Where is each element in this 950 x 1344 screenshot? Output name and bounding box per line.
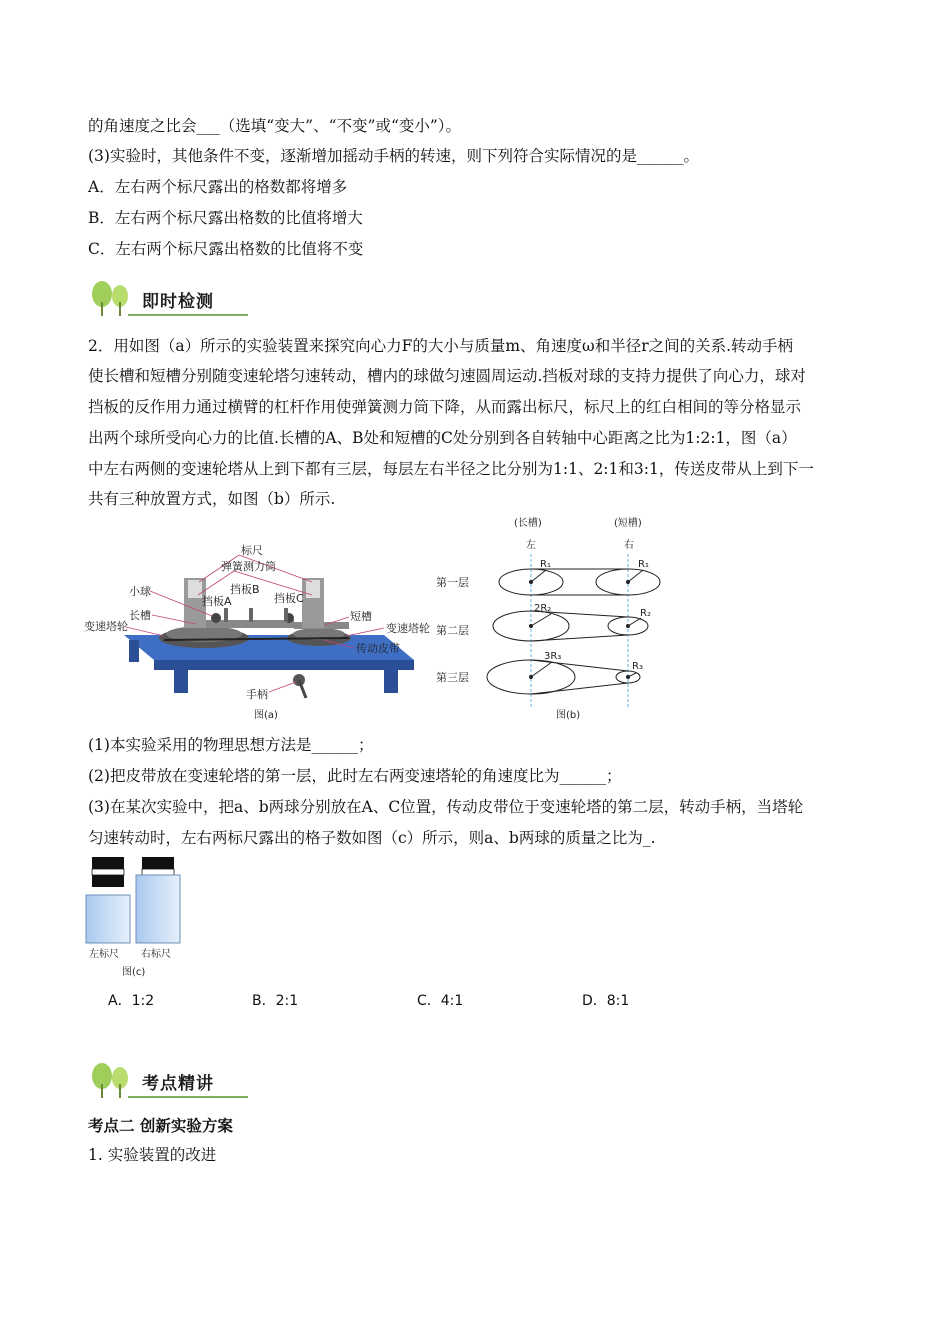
label-scale: 标尺 [241, 544, 263, 557]
label-spring-tube: 弹簧测力筒 [221, 560, 276, 573]
q2-sub-3-line-1: (3)在某次实验中，把a、b两球分别放在A、C位置，传动皮带位于变速轮塔的第二层，转动手柄，当塔轮 [88, 798, 804, 816]
label-layer-2: 第二层 [436, 624, 469, 637]
q2-text-line-4: 出两个球所受向心力的比值.长槽的A、B处和短槽的C处分别到各自转轴中心距离之比为1:2:1，图（a） [88, 429, 797, 447]
q2-sub-2: (2)把皮带放在变速轮塔的第一层，此时左右两变速塔轮的角速度比为______； [88, 767, 622, 785]
q2-option-c: C．4:1 [417, 993, 464, 1009]
label-layer-1: 第一层 [436, 576, 469, 589]
q2-option-a: A．1:2 [108, 993, 155, 1009]
tree-icon [88, 278, 138, 318]
q2-text-line-2: 使长槽和短槽分别随变速轮塔匀速转动，槽内的球做匀速圆周运动.挡板对球的支持力提供了向心力，球对 [88, 367, 806, 385]
q2-text-line-1: 2．用如图（a）所示的实验装置来探究向心力F的大小与质量m、角速度ω和半径r之间的关系.转动手柄 [88, 337, 794, 355]
q1-option-b: B．左右两个标尺露出格数的比值将增大 [88, 209, 363, 227]
label-r1-right: R₁ [638, 559, 649, 570]
label-r1-left: R₁ [540, 559, 551, 570]
caption-figure-c: 图(c) [122, 967, 146, 978]
label-2r2: 2R₂ [534, 603, 552, 614]
tree-icon [88, 1060, 138, 1100]
section-heading: 考点二 创新实验方案 [88, 1116, 233, 1135]
q2-sub-3-line-2: 匀速转动时，左右两标尺露出的格子数如图（c）所示，则a、b两球的质量之比为_. [88, 829, 656, 847]
label-right: 右 [624, 540, 634, 551]
q1-option-c: C．左右两个标尺露出格数的比值将不变 [88, 240, 364, 258]
label-left-scale: 左标尺 [89, 949, 119, 960]
section-banner-quick-test [88, 278, 248, 318]
banner-title: 考点精讲 [142, 1074, 214, 1094]
label-handle: 手柄 [246, 688, 268, 701]
banner-underline [128, 1096, 248, 1098]
q2-option-d: D．8:1 [582, 993, 630, 1009]
q1-text-line-1: 的角速度之比会___（选填“变大”、“不变”或“变小”）。 [88, 117, 462, 135]
label-layer-3: 第三层 [436, 671, 469, 684]
section-item-1: 1. 实验装置的改进 [88, 1146, 217, 1164]
label-baffle-a: 挡板A [202, 595, 232, 608]
label-3r3: 3R₃ [544, 651, 562, 662]
label-baffle-c: 挡板C [274, 592, 304, 605]
label-baffle-b: 挡板B [230, 583, 260, 596]
label-r3: R₃ [632, 661, 643, 672]
label-right-scale: 右标尺 [141, 949, 171, 960]
q2-text-line-5: 中左右两侧的变速轮塔从上到下都有三层，每层左右半径之比分别为1:1、2:1和3:1，传送皮带从上到下一 [88, 460, 814, 478]
left-scale-tube [86, 895, 130, 943]
q1-option-a: A．左右两个标尺露出的格数都将增多 [88, 178, 348, 196]
label-short-slot-top: (短槽) [614, 518, 642, 529]
banner-underline [128, 314, 248, 316]
caption-figure-b: 图(b) [556, 710, 581, 721]
label-ball: 小球 [129, 585, 151, 598]
label-belt: 传动皮带 [356, 642, 400, 655]
q2-sub-1: (1)本实验采用的物理思想方法是______； [88, 736, 374, 754]
figure-b-belt-layers [436, 512, 676, 722]
label-tower-wheel-right: 变速塔轮 [386, 622, 430, 635]
caption-figure-a: 图(a) [254, 710, 278, 721]
label-tower-wheel-left: 变速塔轮 [84, 620, 128, 633]
q2-option-b: B．2:1 [252, 993, 299, 1009]
q2-text-line-3: 挡板的反作用力通过横臂的杠杆作用使弹簧测力筒下降，从而露出标尺，标尺上的红白相间的等分格显示 [88, 398, 802, 416]
section-banner-key-points [88, 1060, 248, 1100]
label-long-slot: 长槽 [129, 609, 151, 622]
label-left: 左 [526, 540, 536, 551]
banner-title: 即时检测 [142, 292, 214, 312]
right-scale-tube [136, 875, 180, 943]
figure-c-scales [84, 855, 194, 980]
q1-part3-question: (3)实验时，其他条件不变，逐渐增加摇动手柄的转速，则下列符合实际情况的是______。 [88, 147, 699, 165]
label-short-slot: 短槽 [350, 610, 372, 623]
q2-text-line-6: 共有三种放置方式，如图（b）所示. [88, 490, 336, 508]
label-r2: R₂ [640, 608, 651, 619]
label-long-slot-top: (长槽) [514, 518, 542, 529]
figure-a-apparatus [84, 540, 444, 725]
